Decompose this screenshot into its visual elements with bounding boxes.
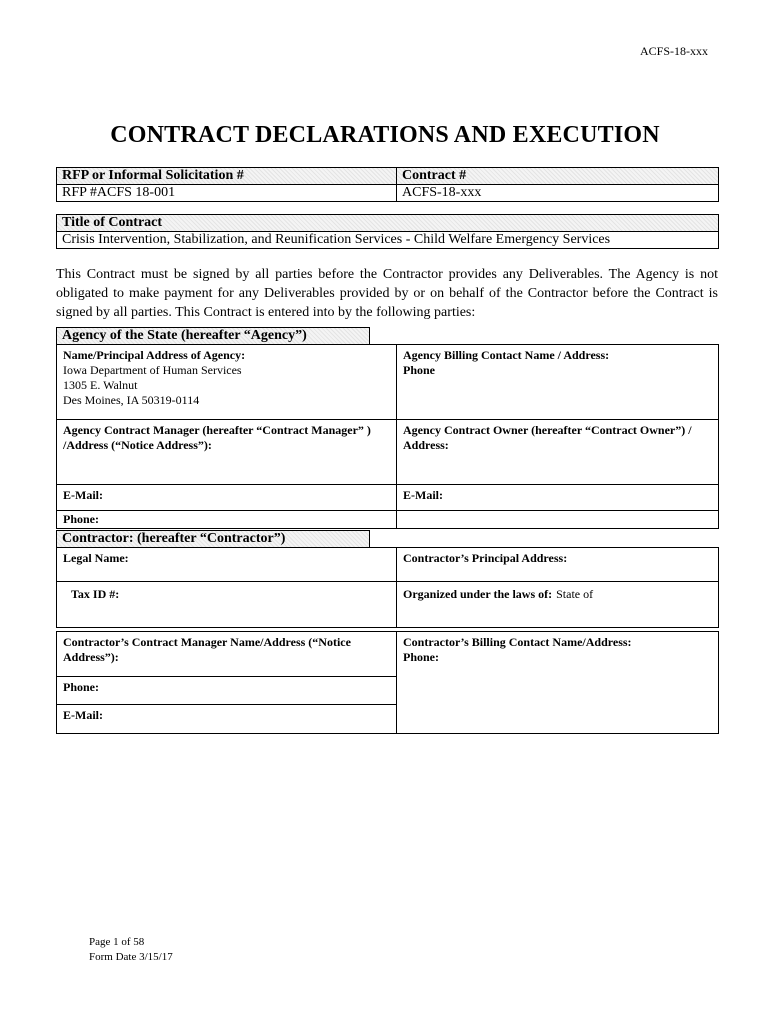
contractor-billing-label: Contractor’s Billing Contact Name/Address:: [403, 635, 632, 649]
contractor-section-label: Contractor: (hereafter “Contractor”): [62, 531, 286, 546]
document-id: ACFS-18-xxx: [639, 44, 708, 58]
agency-billing-label: Agency Billing Contact Name / Address:: [403, 348, 610, 362]
contractor-email-cell: [56, 704, 397, 734]
rfp-label: RFP or Informal Solicitation #: [62, 168, 244, 183]
agency-phone-right-cell: [396, 510, 719, 529]
title-of-contract-label: Title of Contract: [62, 215, 163, 230]
agency-section-header: [56, 327, 370, 345]
intro-paragraph: This Contract must be signed by all parties before the Contractor provides any Deliverables. The Agency is not obligated to make payment for any Deliverables provided by or on behalf of the Contractor before the Contract is signed by all parties. This Contract is entered into by the following parties:: [56, 267, 718, 320]
agency-phone-cell: [56, 510, 397, 529]
page-title: CONTRACT DECLARATIONS AND EXECUTION: [110, 122, 660, 148]
title-of-contract-value: Crisis Intervention, Stabilization, and Reunification Services - Child Welfare Emergency Services: [62, 232, 611, 247]
contractor-legal-name-label: Legal Name:: [63, 551, 129, 565]
rfp-label-cell: [56, 167, 397, 185]
contractor-email-label: E-Mail:: [63, 708, 103, 722]
agency-contract-manager-cell: [56, 419, 397, 485]
agency-phone-label: Phone:: [63, 512, 99, 526]
contractor-manager-cell: [56, 631, 397, 677]
rfp-value: RFP #ACFS 18-001: [62, 185, 176, 200]
contractor-tax-id-label: Tax ID #:: [71, 587, 120, 601]
contractor-tax-id-cell: [56, 581, 397, 628]
contractor-legal-name-cell: [56, 547, 397, 582]
contractor-organized-cell: [396, 581, 719, 628]
agency-email-left-cell: [56, 484, 397, 511]
agency-email-right-cell: [396, 484, 719, 511]
agency-name-label: Name/Principal Address of Agency:: [63, 348, 246, 362]
agency-name-address-cell: [56, 344, 397, 420]
contractor-principal-address-label: Contractor’s Principal Address:: [403, 551, 568, 565]
contractor-principal-address-cell: [396, 547, 719, 582]
agency-manager-label-2: /Address (“Notice Address”):: [63, 438, 212, 452]
agency-manager-label-1: Agency Contract Manager (hereafter “Contract Manager” ): [63, 423, 371, 437]
contract-number-label: Contract #: [402, 168, 467, 183]
agency-contract-owner-cell: [396, 419, 719, 485]
title-of-contract-label-cell: [56, 214, 719, 232]
agency-email-right-label: E-Mail:: [403, 488, 443, 502]
page-number: Page 1 of 58: [89, 936, 145, 948]
contract-number-label-cell: [396, 167, 719, 185]
title-of-contract-value-cell: [56, 231, 719, 249]
contractor-billing-cell: [396, 631, 719, 734]
rfp-value-cell: [56, 184, 397, 202]
contract-number-value: ACFS-18-xxx: [402, 185, 482, 200]
contractor-billing-phone: Phone:: [403, 650, 439, 664]
contractor-manager-label-2: Address”):: [63, 650, 119, 664]
agency-name-line3: Des Moines, IA 50319-0114: [63, 393, 200, 407]
contract-number-value-cell: [396, 184, 719, 202]
agency-section-label: Agency of the State (hereafter “Agency”): [62, 328, 307, 343]
agency-name-line2: 1305 E. Walnut: [63, 378, 138, 392]
agency-owner-label-2: Address:: [403, 438, 449, 452]
form-date: Form Date 3/15/17: [89, 951, 173, 963]
contractor-section-header: [56, 530, 370, 548]
contractor-phone-label: Phone:: [63, 680, 99, 694]
agency-billing-phone: Phone: [403, 363, 436, 377]
contractor-organized-value: State of: [556, 587, 594, 601]
contractor-phone-cell: [56, 676, 397, 705]
contractor-organized-label: Organized under the laws of:: [403, 587, 553, 601]
agency-owner-label-1: Agency Contract Owner (hereafter “Contract Owner”) /: [403, 423, 692, 437]
contractor-manager-label-1: Contractor’s Contract Manager Name/Address (“Notice: [63, 635, 351, 649]
agency-billing-cell: [396, 344, 719, 420]
agency-name-line1: Iowa Department of Human Services: [63, 363, 242, 377]
agency-email-left-label: E-Mail:: [63, 488, 103, 502]
